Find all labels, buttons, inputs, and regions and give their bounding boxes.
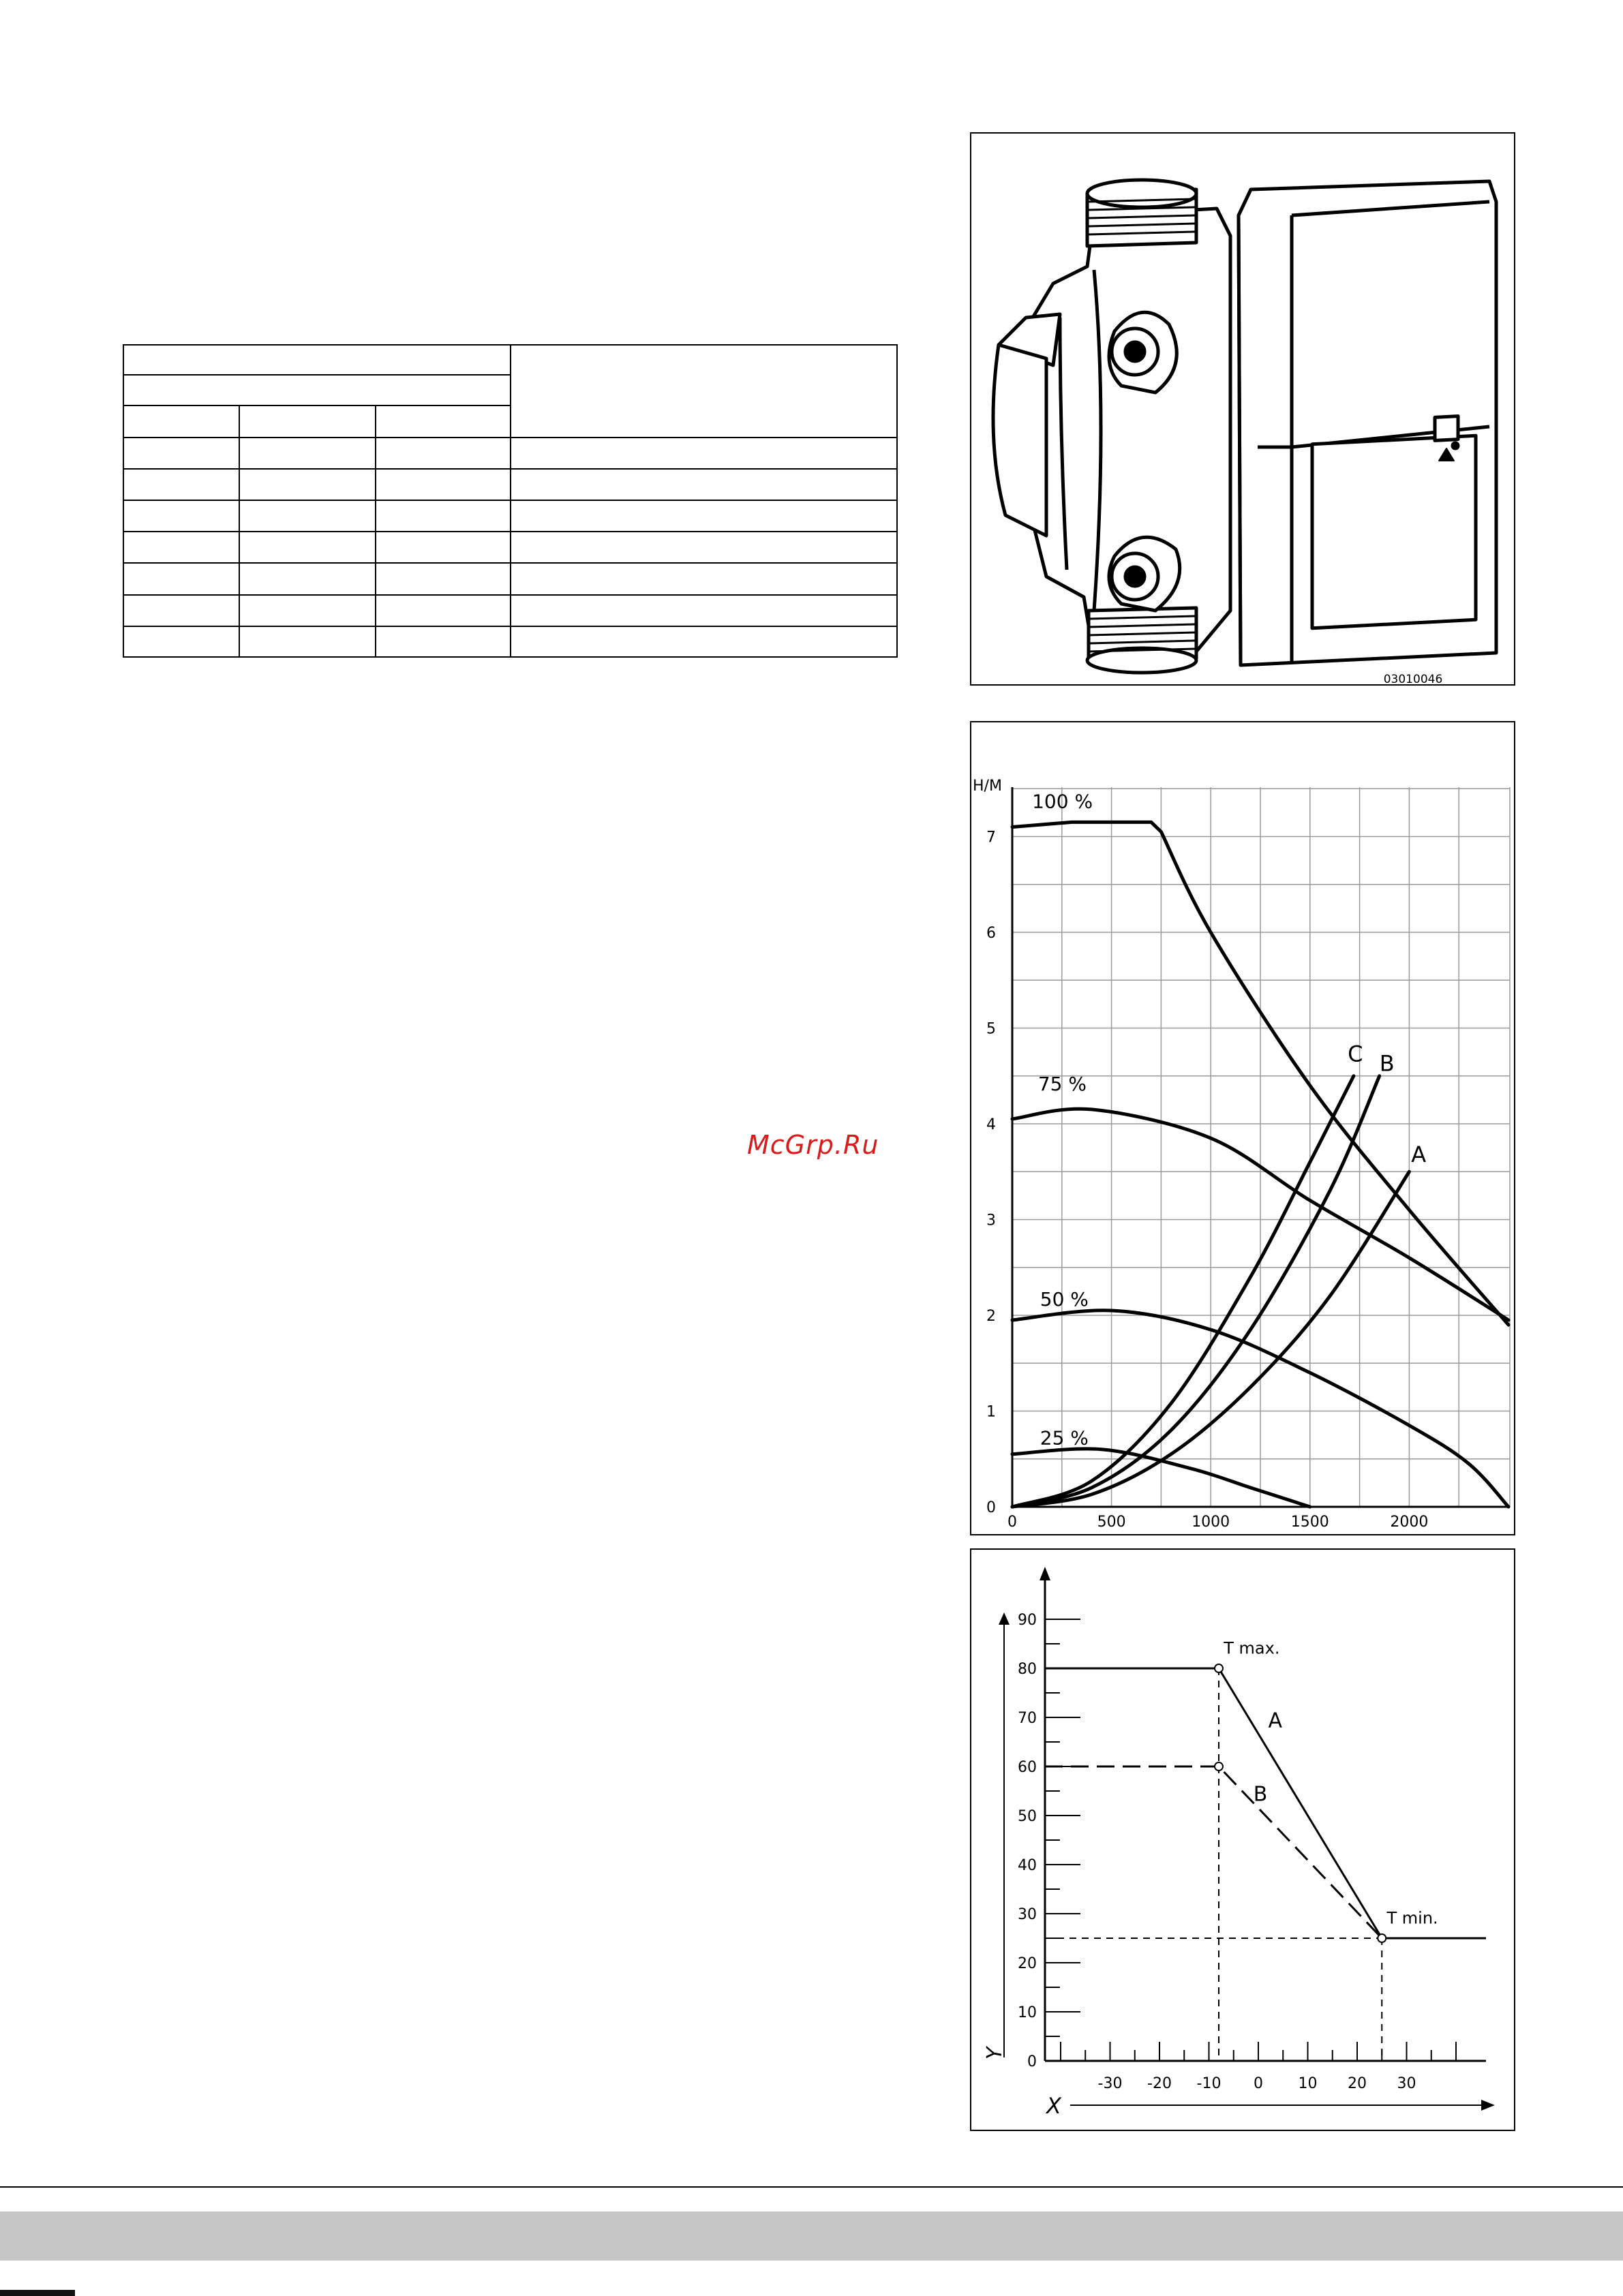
system-curve-label-a: A — [1411, 1142, 1427, 1168]
x-tick-label: 2000 — [1390, 1514, 1429, 1531]
y-tick-label: 3 — [986, 1212, 996, 1229]
x-tick-label: -30 — [1097, 2075, 1123, 2092]
specification-table — [123, 344, 898, 658]
line-a-label: A — [1268, 1709, 1283, 1733]
speed-label-25: 25 % — [1040, 1426, 1089, 1450]
x-tick-label: 500 — [1097, 1514, 1126, 1531]
y-tick-label: 60 — [1018, 1759, 1037, 1776]
data-point-marker — [1215, 1762, 1223, 1771]
speed-label-100: 100 % — [1032, 790, 1093, 813]
x-tick-label: 1500 — [1290, 1514, 1329, 1531]
table-header-cell — [123, 405, 239, 437]
system-curve-label-c: C — [1348, 1041, 1363, 1067]
y-tick-label: 70 — [1018, 1710, 1037, 1727]
table-row — [123, 532, 897, 563]
circulation-pump-drawing — [971, 134, 1514, 684]
table-row — [123, 563, 897, 594]
x-tick-label: 0 — [1007, 1514, 1017, 1531]
table-header-row — [123, 345, 897, 375]
y-tick-label: 40 — [1018, 1857, 1037, 1874]
t-max-label: T max. — [1224, 1638, 1280, 1658]
data-point-marker — [1215, 1664, 1223, 1672]
y-tick-label: 80 — [1018, 1661, 1037, 1678]
table-header-cell — [123, 345, 511, 375]
line-b-label: B — [1253, 1782, 1268, 1807]
figure-code: 03010046 — [1383, 673, 1443, 684]
x-tick-label: 1000 — [1192, 1514, 1230, 1531]
pump-illustration-frame — [970, 132, 1515, 686]
y-tick-label: 90 — [1018, 1612, 1037, 1629]
temperature-plot — [971, 1550, 1514, 2130]
y-tick-label: 2 — [986, 1308, 996, 1325]
y-tick-label: 0 — [1027, 2053, 1037, 2070]
t-min-label: T min. — [1386, 1908, 1438, 1928]
data-point-marker — [1378, 1934, 1386, 1942]
table-header-cell — [511, 345, 897, 438]
footer-mark — [0, 2290, 75, 2296]
x-tick-label: -10 — [1196, 2075, 1222, 2092]
y-tick-label: 10 — [1018, 2004, 1037, 2021]
y-axis-arrow-icon — [1040, 1567, 1050, 1580]
cover-plate — [1312, 435, 1476, 628]
y-tick-label: 0 — [986, 1499, 996, 1516]
y-tick-label: 1 — [986, 1403, 996, 1421]
series-line-b — [1045, 1766, 1382, 1938]
x-direction-arrow-icon — [1481, 2100, 1495, 2111]
curve-grid — [1012, 787, 1510, 1507]
temperature-control-chart — [970, 1548, 1515, 2131]
table-row — [123, 469, 897, 500]
y-tick-label: 4 — [986, 1116, 996, 1133]
y-tick-label: 30 — [1018, 1906, 1037, 1923]
y-axis-label: H/M — [973, 778, 1002, 795]
y-tick-label: 7 — [986, 829, 996, 846]
speed-label-50: 50 % — [1040, 1287, 1089, 1311]
y-axis-label: Y — [983, 2047, 1007, 2060]
x-tick-label: 30 — [1397, 2075, 1416, 2092]
x-tick-label: 10 — [1298, 2075, 1318, 2092]
table-row — [123, 595, 897, 626]
pump-curve-plot — [971, 722, 1514, 1534]
table-row — [123, 500, 897, 532]
table-row — [123, 438, 897, 469]
y-tick-label: 20 — [1018, 1955, 1037, 1972]
speed-label-75: 75 % — [1037, 1072, 1087, 1095]
y-tick-label: 50 — [1018, 1808, 1037, 1825]
y-tick-label: 6 — [986, 925, 996, 942]
x-tick-label: 20 — [1348, 2075, 1367, 2092]
table-header-cell — [239, 405, 376, 437]
x-tick-label: -20 — [1147, 2075, 1172, 2092]
y-direction-arrow-icon — [999, 1612, 1010, 1625]
pump-curve-chart — [970, 721, 1515, 1535]
x-axis-label: X — [1046, 2093, 1061, 2119]
y-tick-label: 5 — [986, 1020, 996, 1038]
table-row — [123, 626, 897, 657]
x-tick-label: 0 — [1254, 2075, 1263, 2092]
table-header-cell — [123, 375, 511, 405]
footer-rule — [0, 2186, 1623, 2188]
table-header-cell — [376, 405, 511, 437]
footer-band — [0, 2211, 1623, 2261]
system-curve-label-b: B — [1379, 1050, 1395, 1077]
watermark-text: McGrp.Ru — [747, 1130, 879, 1160]
